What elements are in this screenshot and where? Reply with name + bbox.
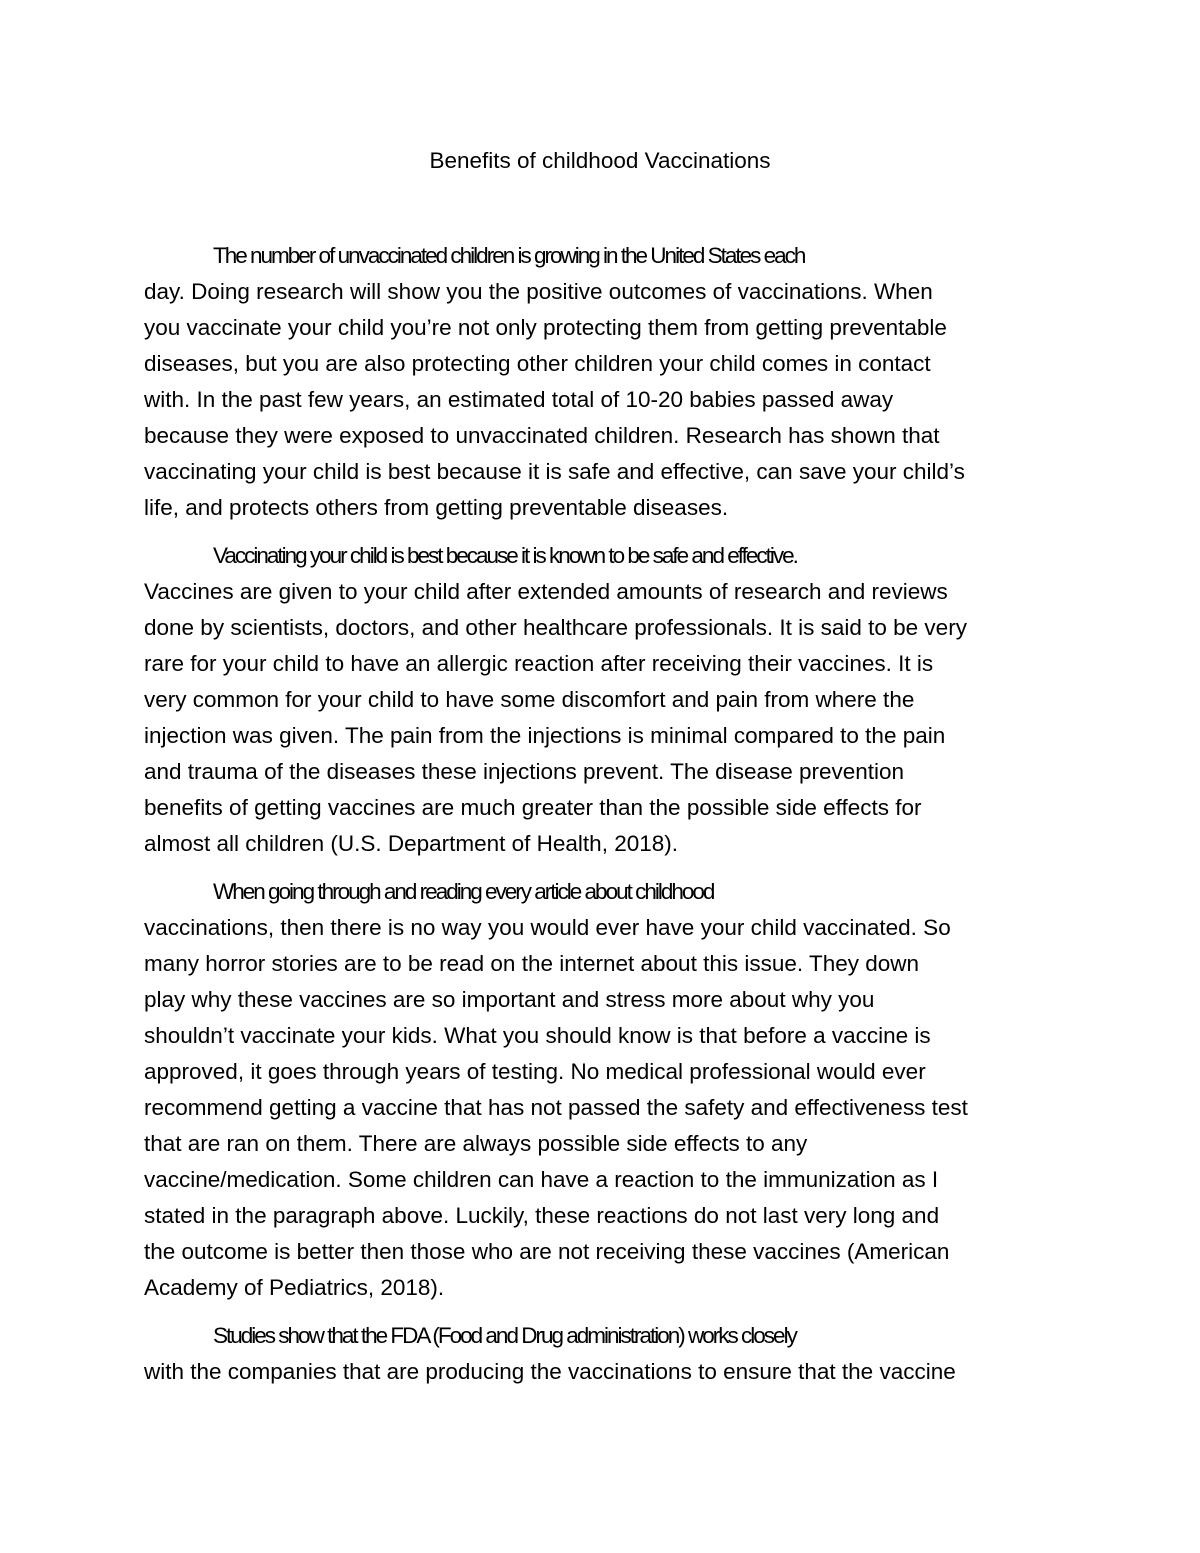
text-line: life, and protects others from getting preventable diseases. (144, 495, 729, 520)
document-body (144, 238, 1062, 1402)
text-line: Vaccines are given to your child after extended amounts of research and reviews (144, 579, 948, 604)
text-line: injection was given. The pain from the injections is minimal compared to the pain (144, 723, 946, 748)
text-line: with the companies that are producing the vaccinations to ensure that the vaccine (144, 1359, 956, 1384)
text-line: because they were exposed to unvaccinated children. Research has shown that (144, 423, 940, 448)
text-line: vaccinating your child is best because it is safe and effective, can save your child’s (144, 459, 965, 484)
text-line: vaccinations, then there is no way you would ever have your child vaccinated. So (144, 915, 951, 940)
text-line: diseases, but you are also protecting other children your child comes in contact (144, 351, 931, 376)
text-line: done by scientists, doctors, and other healthcare professionals. It is said to be very (144, 615, 967, 640)
text-line: rare for your child to have an allergic reaction after receiving their vaccines. It is (144, 651, 934, 676)
paragraph-1 (144, 238, 1062, 526)
text-line: The number of unvaccinated children is growing in the United States each (213, 243, 805, 268)
text-line: Vaccinating your child is best because it is known to be safe and effective. (213, 543, 797, 568)
text-line: shouldn’t vaccinate your kids. What you should know is that before a vaccine is (144, 1023, 931, 1048)
text-line: with. In the past few years, an estimated total of 10-20 babies passed away (144, 387, 894, 412)
text-line: stated in the paragraph above. Luckily, these reactions do not last very long and (144, 1203, 940, 1228)
text-line: day. Doing research will show you the positive outcomes of vaccinations. When (144, 279, 933, 304)
text-line: many horror stories are to be read on the internet about this issue. They down (144, 951, 920, 976)
text-line: almost all children (U.S. Department of Health, 2018). (144, 831, 678, 856)
text-line: benefits of getting vaccines are much greater than the possible side effects for (144, 795, 922, 820)
text-line: the outcome is better then those who are not receiving these vaccines (American (144, 1239, 950, 1264)
paragraph-2 (144, 538, 1062, 862)
text-line: play why these vaccines are so important and stress more about why you (144, 987, 875, 1012)
text-line: approved, it goes through years of testing. No medical professional would ever (144, 1059, 926, 1084)
text-line: that are ran on them. There are always possible side effects to any (144, 1131, 808, 1156)
text-line: When going through and reading every article about childhood (213, 879, 714, 904)
text-line: Academy of Pediatrics, 2018). (144, 1275, 445, 1300)
paragraph-3 (144, 874, 1062, 1306)
text-line: Studies show that the FDA (Food and Drug administration) works closely (213, 1323, 796, 1348)
text-line: and trauma of the diseases these injections prevent. The disease prevention (144, 759, 905, 784)
text-line: vaccine/medication. Some children can have a reaction to the immunization as I (144, 1167, 939, 1192)
paragraph-4 (144, 1318, 1062, 1390)
text-line: you vaccinate your child you’re not only protecting them from getting preventable (144, 315, 947, 340)
text-line: very common for your child to have some discomfort and pain from where the (144, 687, 915, 712)
text-line: recommend getting a vaccine that has not passed the safety and effectiveness test (144, 1095, 968, 1120)
document-title: Benefits of childhood Vaccinations (429, 148, 771, 173)
